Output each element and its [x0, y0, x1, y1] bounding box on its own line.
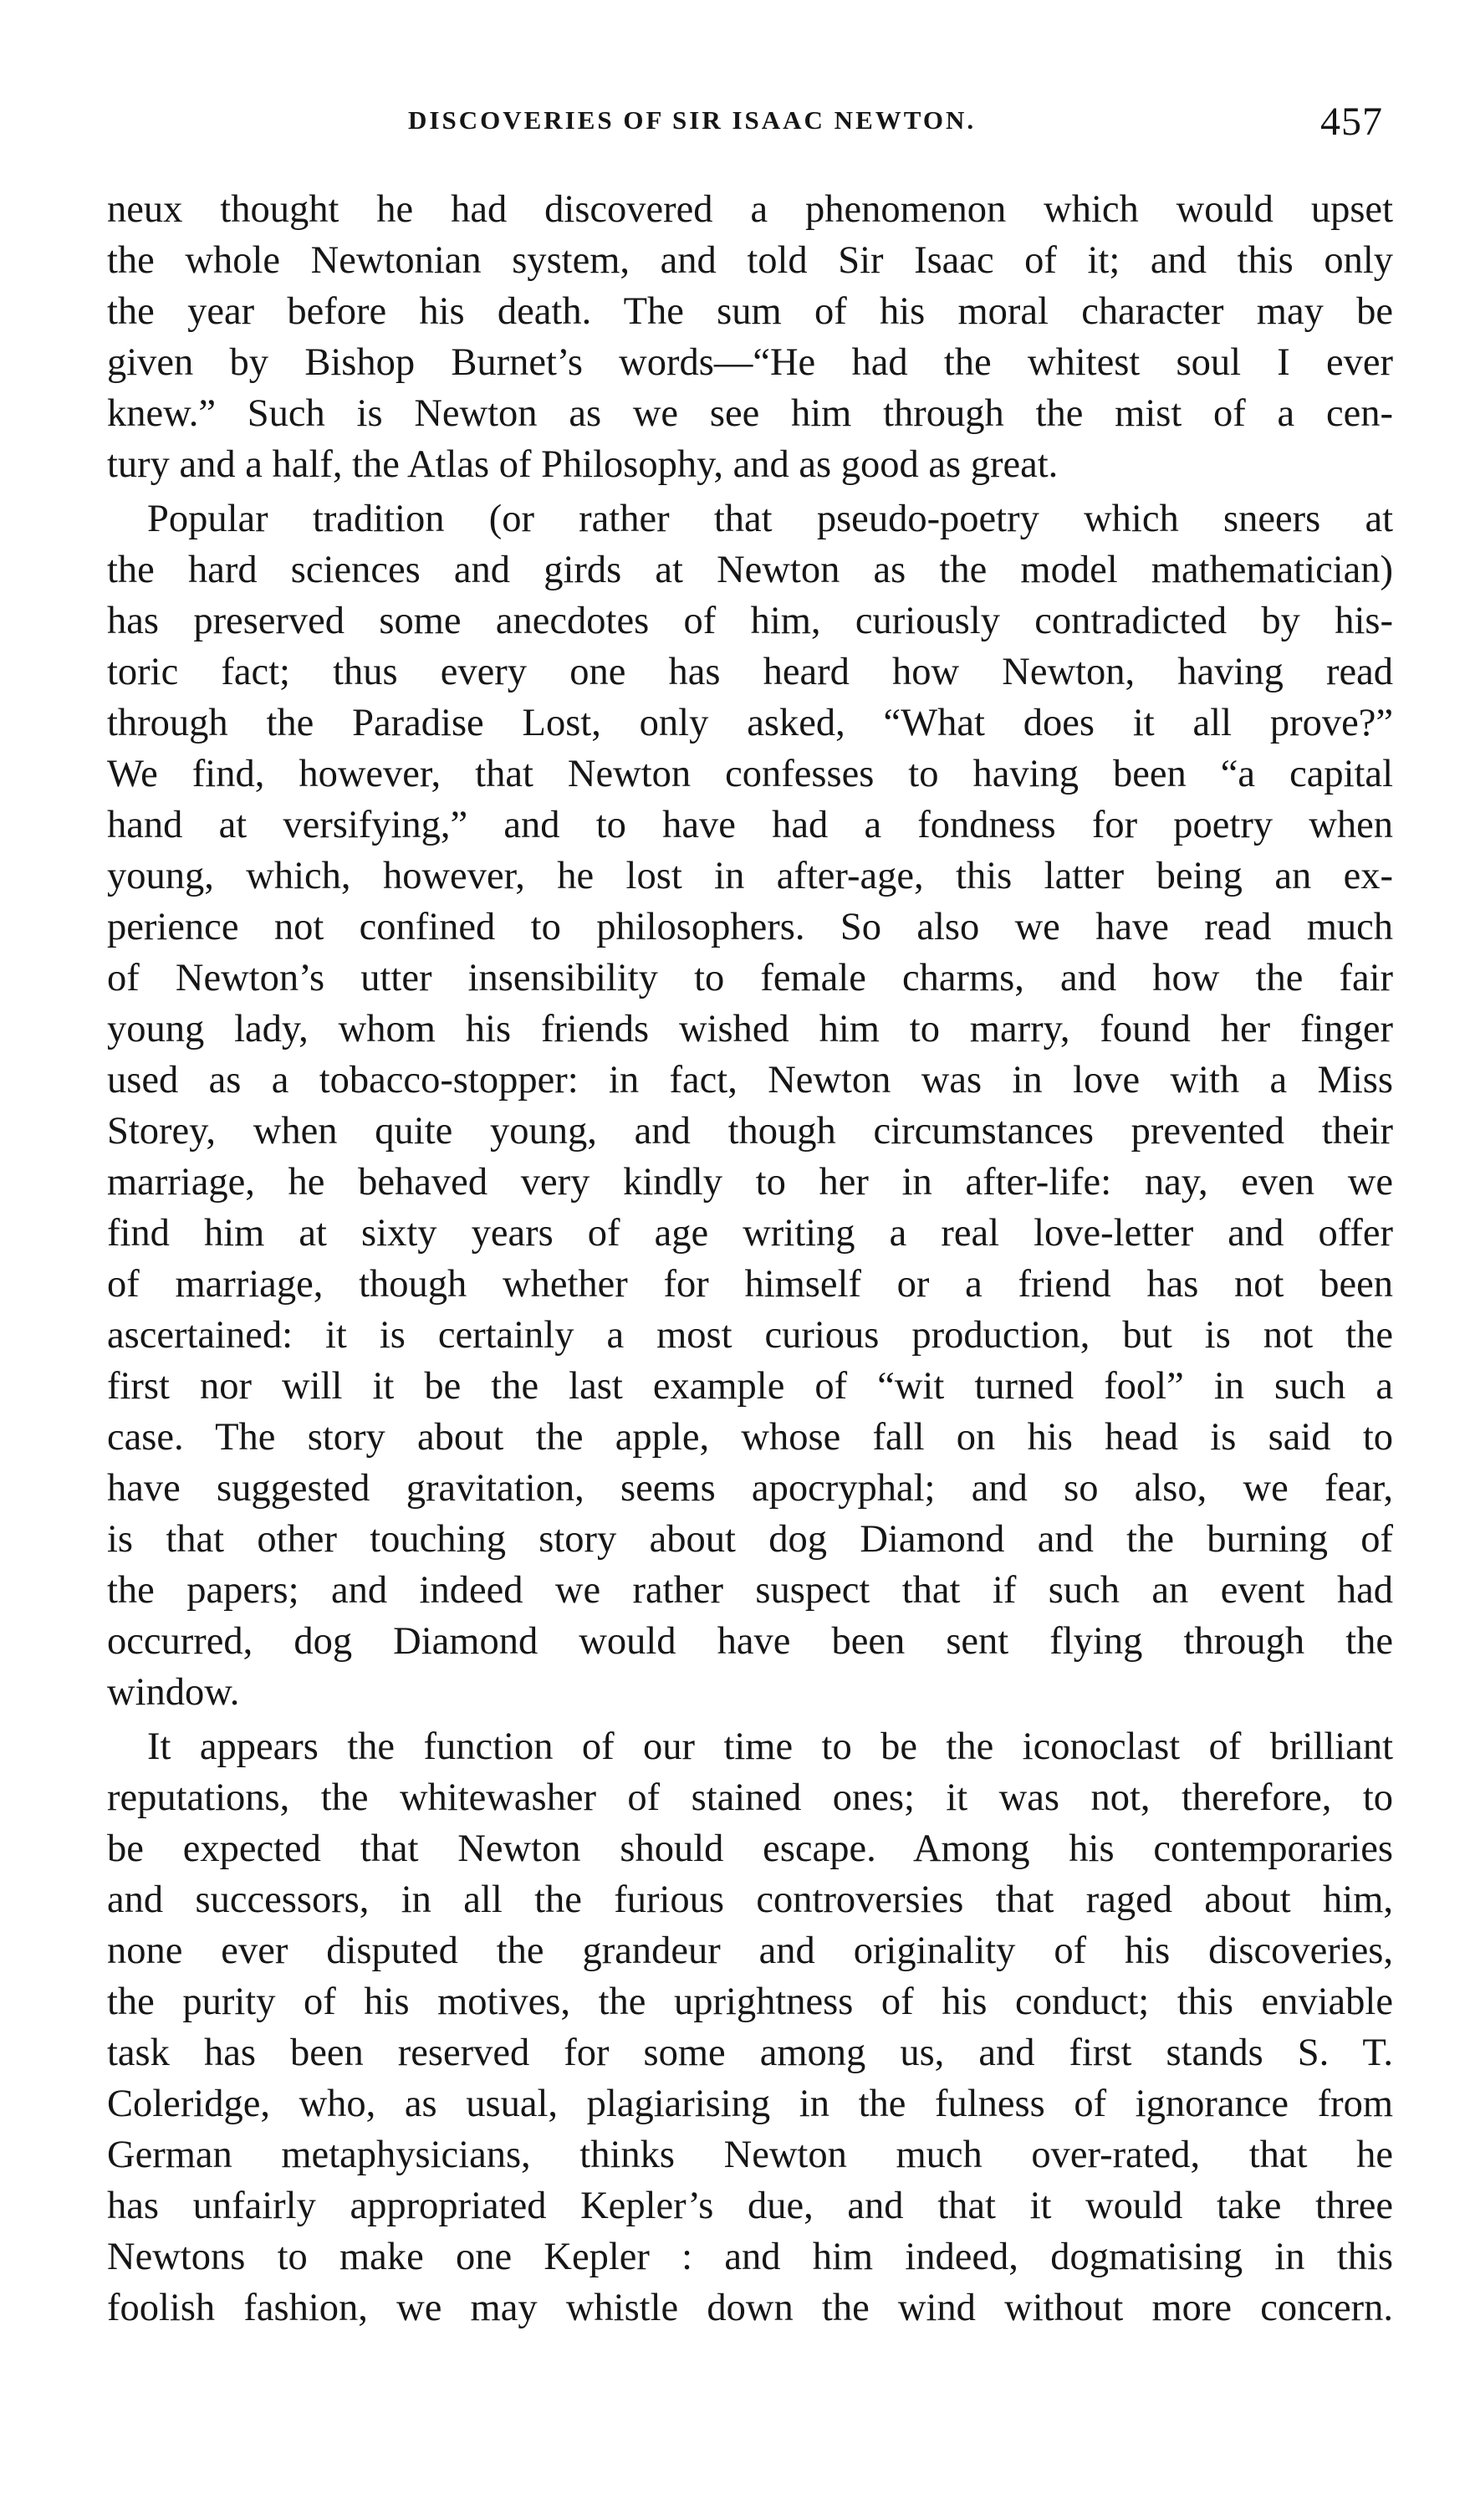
text-line: the year before his death. The sum of his moral character may be: [107, 290, 1393, 333]
text-line: Storey, when quite young, and though circumstances prevented their: [107, 1110, 1393, 1153]
text-line: neux thought he had discovered a phenomenon which would upset: [107, 188, 1393, 231]
text-line: task has been reserved for some among us, and first stands S. T.: [107, 2032, 1393, 2074]
text-line: through the Paradise Lost, only asked, “What does it all prove?”: [107, 702, 1393, 744]
text-line: perience not confined to philosophers. So also we have read much: [107, 906, 1393, 948]
text-line: young, which, however, he lost in after-age, this latter being an ex-: [107, 855, 1393, 897]
text-line: toric fact; thus every one has heard how Newton, having read: [107, 651, 1393, 693]
text-line: foolish fashion, we may whistle down the wind without more concern.: [107, 2287, 1393, 2329]
text-line: tury and a half, the Atlas of Philosophy, and as good as great.: [107, 443, 1059, 486]
text-line: the hard sciences and girds at Newton as the model mathematician): [107, 549, 1393, 591]
text-line: German metaphysicians, thinks Newton much over-rated, that he: [107, 2134, 1393, 2176]
text-line: the papers; and indeed we rather suspect that if such an event had: [107, 1569, 1393, 1612]
text-line: occurred, dog Diamond would have been sent flying through the: [107, 1620, 1393, 1663]
text-line: and successors, in all the furious controversies that raged about him,: [107, 1878, 1393, 1921]
text-line: used as a tobacco-stopper: in fact, Newton was in love with a Miss: [107, 1059, 1393, 1102]
text-line: It appears the function of our time to be the iconoclast of brilliant: [147, 1725, 1393, 1768]
text-line: none ever disputed the grandeur and originality of his discoveries,: [107, 1930, 1393, 1972]
text-line: Newtons to make one Kepler : and him indeed, dogmatising in this: [107, 2236, 1393, 2278]
text-line: have suggested gravitation, seems apocryphal; and so also, we fear,: [107, 1467, 1393, 1510]
text-line: find him at sixty years of age writing a real love-letter and offer: [107, 1212, 1393, 1255]
text-line: reputations, the whitewasher of stained ones; it was not, therefore, to: [107, 1776, 1393, 1819]
text-line: case. The story about the apple, whose fall on his head is said to: [107, 1416, 1393, 1459]
text-line: knew.” Such is Newton as we see him through the mist of a cen-: [107, 392, 1393, 435]
text-line: has preserved some anecdotes of him, curiously contradicted by his-: [107, 600, 1393, 642]
running-head: [107, 99, 1393, 149]
text-line: the whole Newtonian system, and told Sir Isaac of it; and this only: [107, 239, 1393, 282]
text-line: hand at versifying,” and to have had a fondness for poetry when: [107, 804, 1393, 846]
text-line: ascertained: it is certainly a most curious production, but is not the: [107, 1314, 1393, 1357]
text-line: first nor will it be the last example of “wit turned fool” in such a: [107, 1365, 1393, 1408]
page-number: 457: [1320, 100, 1383, 144]
text-line: Coleridge, who, as usual, plagiarising in the fulness of ignorance from: [107, 2083, 1393, 2125]
text-line: Popular tradition (or rather that pseudo-poetry which sneers at: [147, 498, 1393, 540]
text-line: the purity of his motives, the uprightness of his conduct; this enviable: [107, 1981, 1393, 2023]
text-line: given by Bishop Burnet’s words—“He had the whitest soul I ever: [107, 341, 1393, 384]
text-line: of Newton’s utter insensibility to female charms, and how the fair: [107, 957, 1393, 999]
running-title: DISCOVERIES OF SIR ISAAC NEWTON.: [408, 105, 977, 135]
text-line: young lady, whom his friends wished him to marry, found her finger: [107, 1008, 1393, 1050]
paragraph-2: [107, 493, 1393, 1718]
text-line: of marriage, though whether for himself or a friend has not been: [107, 1263, 1393, 1306]
text-line: window.: [107, 1671, 240, 1714]
paragraph-1: [107, 184, 1393, 490]
paragraph-3: [107, 1721, 1393, 2333]
text-line: has unfairly appropriated Kepler’s due, and that it would take three: [107, 2185, 1393, 2227]
text-line: be expected that Newton should escape. Among his contemporaries: [107, 1827, 1393, 1870]
text-line: is that other touching story about dog Diamond and the burning of: [107, 1518, 1393, 1561]
text-line: marriage, he behaved very kindly to her in after-life: nay, even we: [107, 1161, 1393, 1204]
body-text: [107, 184, 1393, 2333]
text-line: We find, however, that Newton confesses to having been “a capital: [107, 753, 1393, 795]
